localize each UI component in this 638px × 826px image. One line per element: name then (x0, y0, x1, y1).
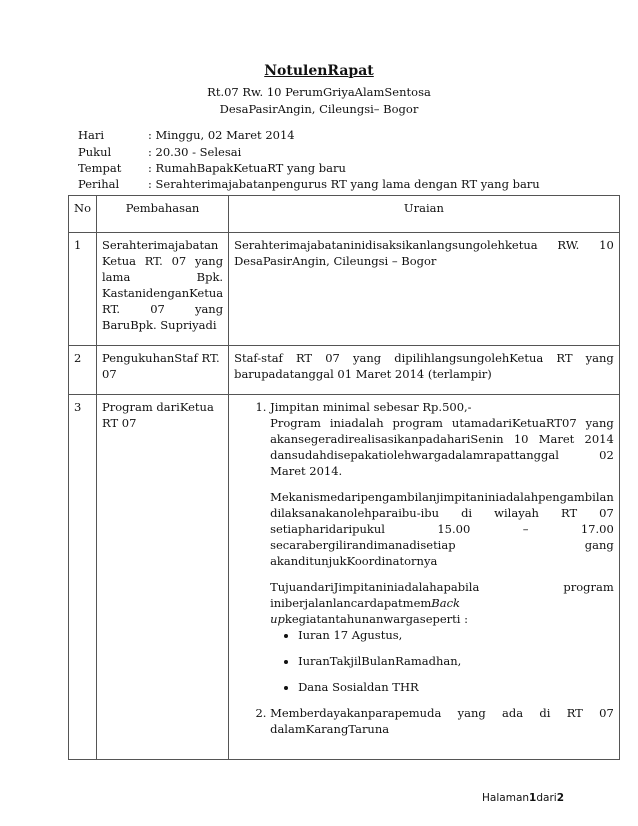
footer-page-number: 1 (529, 792, 537, 804)
program-paragraph (270, 579, 614, 627)
list-item: • Dana Sosialdan THR (298, 679, 614, 695)
table-row (69, 395, 620, 760)
program-paragraph-italic: Back up (270, 596, 460, 626)
program-paragraph-text: kegiatantahunanwargaseperti : (284, 612, 468, 626)
header-no: No (69, 196, 97, 233)
bullet-list (270, 627, 614, 695)
footer-mid: dari (536, 792, 557, 804)
row-topic: PengukuhanStaf RT. 07 (97, 346, 229, 395)
row-topic: Program dariKetua RT 07 (97, 395, 229, 760)
program-item-heading: 1. Jimpitan minimal sebesar Rp.500,- (270, 400, 472, 414)
meta-value: : 20.30 - Selesai (148, 145, 242, 159)
program-list (234, 399, 614, 737)
meta-value: : Serahterimajabatanpengurus RT yang lama dengan RT yang baru (148, 177, 540, 191)
footer-page-total: 2 (556, 792, 564, 804)
row-number: 2 (69, 346, 97, 395)
page-footer (482, 792, 564, 804)
table-row (69, 346, 620, 395)
row-number: 1 (69, 233, 97, 346)
row-detail: Staf-staf RT 07 yang dipilihlangsungolehKetua RT yang barupadatanggal 01 Maret 2014 (terlampir) (229, 346, 620, 395)
list-item: • IuranTakjilBulanRamadhan, (298, 653, 614, 669)
minutes-table (68, 195, 620, 760)
meta-value: : RumahBapakKetuaRT yang baru (148, 161, 346, 175)
list-item (270, 399, 614, 695)
program-paragraph-text: TujuandariJimpitaniniadalahapabila program iniberjalanlancardapatmem (270, 580, 614, 610)
row-number: 3 (69, 395, 97, 760)
footer-prefix: Halaman (482, 792, 530, 804)
meta-value: : Minggu, 02 Maret 2014 (148, 128, 295, 142)
list-item: 2. Memberdayakanparapemuda yang ada di RT 07 dalamKarangTaruna (270, 705, 614, 737)
document-title: NotulenRapat (264, 63, 374, 79)
meta-key: Perihal (78, 177, 120, 191)
header-topic: Pembahasan (97, 196, 229, 233)
meta-key: Hari (78, 128, 105, 142)
row-topic: Serahterimajabatan Ketua RT. 07 yang lama Bpk. KastanidenganKetua RT. 07 yang BaruBpk. Supriyadi (97, 233, 229, 346)
program-paragraph: Program iniadalah program utamadariKetuaRT07 yang akansegeradirealisasikanpadahariSenin 10 Maret 2014 dansudahdisepakatiolehwargadalamrapattanggal 02 Maret 2014. (270, 416, 614, 478)
table-row (69, 233, 620, 346)
list-item: • Iuran 17 Agustus, (298, 627, 614, 643)
meta-key: Pukul (78, 145, 112, 159)
meta-key: Tempat (78, 161, 122, 175)
table-header-row (69, 196, 620, 233)
header-detail: Uraian (229, 196, 620, 233)
program-paragraph: Mekanismedaripengambilanjimpitaniniadalahpengambilan dilaksanakanolehparaibu-ibu di wilayah RT 07 setiapharidaripukul 15.00 – 17.00 secarabergilirandimanadisetiap gang akanditunjukKoordinatornya (270, 490, 614, 568)
document-subtitle-address: Rt.07 Rw. 10 PerumGriyaAlamSentosa (207, 85, 431, 99)
document-subtitle-location: DesaPasirAngin, Cileungsi– Bogor (219, 102, 419, 116)
row-detail (229, 395, 620, 760)
row-detail: Serahterimajabataninidisaksikanlangsungolehketua RW. 10 DesaPasirAngin, Cileungsi – Bogor (229, 233, 620, 346)
